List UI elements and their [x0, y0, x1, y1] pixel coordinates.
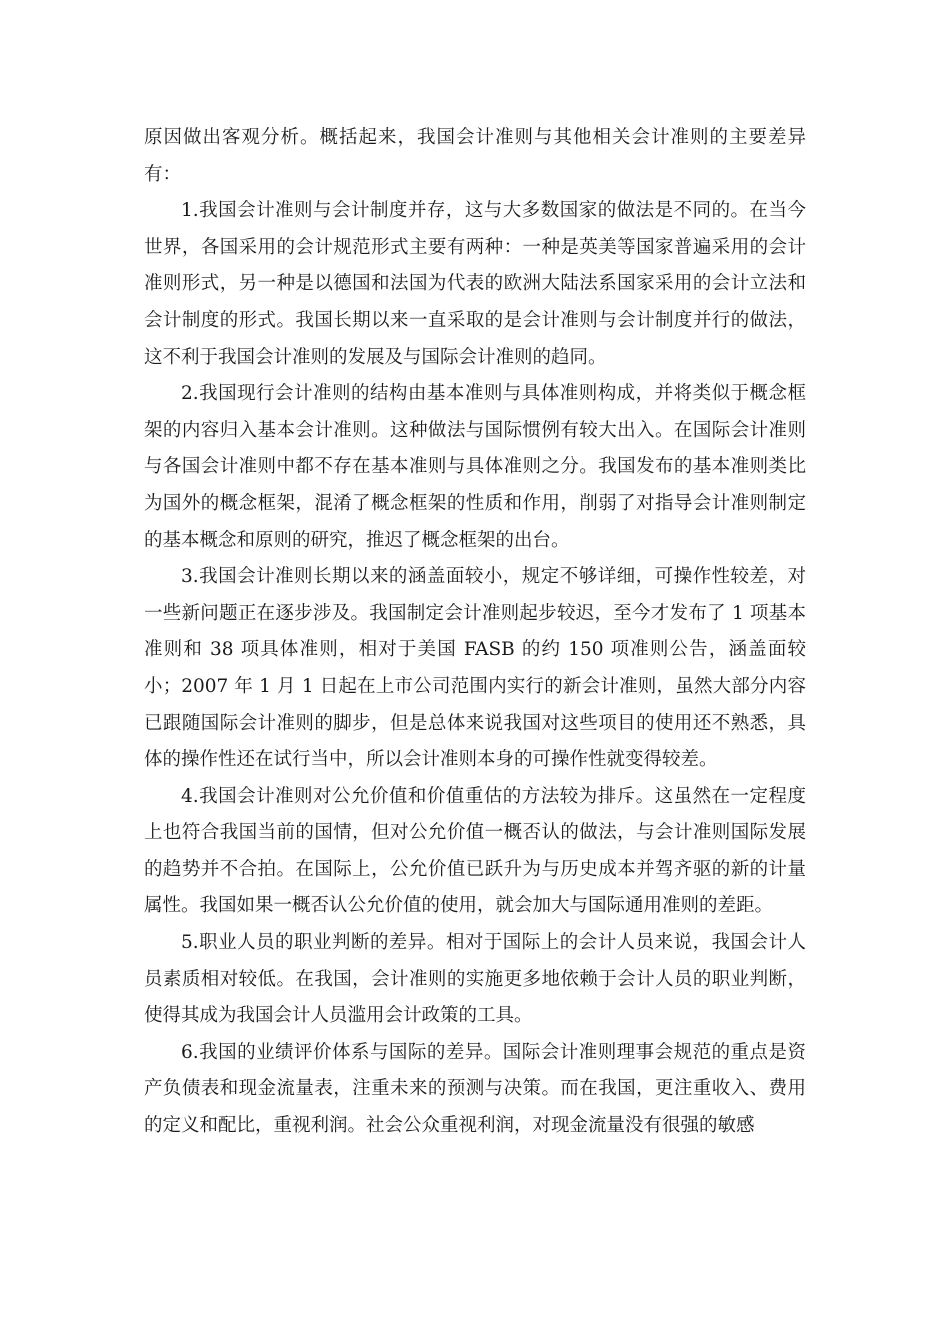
paragraph-item-1: 1.我国会计准则与会计制度并存，这与大多数国家的做法是不同的。在当今世界，各国采用的会计规范形式主要有两种：一种是英美等国家普遍采用的会计准则形式，另一种是以德国和法国为代表的欧洲大陆法系国家采用的会计立法和会计制度的形式。我国长期以来一直采取的是会计准则与会计制度并行的做法，这不利于我国会计准则的发展及与国际会计准则的趋同。: [144, 200, 806, 368]
paragraph-item-4: 4.我国会计准则对公允价值和价值重估的方法较为排斥。这虽然在一定程度上也符合我国当前的国情，但对公允价值一概否认的做法，与会计准则国际发展的趋势并不合拍。在国际上，公允价值已跃升为与历史成本并驾齐驱的新的计量属性。我国如果一概否认公允价值的使用，就会加大与国际通用准则的差距。: [144, 785, 806, 917]
paragraph-intro: 原因做出客观分析。概括起来，我国会计准则与其他相关会计准则的主要差异有：: [144, 127, 806, 185]
paragraph-item-3: 3.我国会计准则长期以来的涵盖面较小，规定不够详细，可操作性较差，对一些新问题正在逐步涉及。我国制定会计准则起步较迟，至今才发布了 1 项基本准则和 38 项具体准则，相对于美国 FASB 的约 150 项准则公告，涵盖面较小；2007 年 1 月 1 日起在上市公司范围内实行的新会计准则，虽然大部分内容已跟随国际会计准则的脚步，但是总体来说我国对这些项目的使用还不熟悉，具体的操作性还在试行当中，所以会计准则本身的可操作性就变得较差。: [144, 566, 806, 771]
paragraph-item-6: 6.我国的业绩评价体系与国际的差异。国际会计准则理事会规范的重点是资产负债表和现金流量表，注重未来的预测与决策。而在我国，更注重收入、费用的定义和配比，重视利润。社会公众重视利润，对现金流量没有很强的敏感: [144, 1041, 806, 1137]
paragraph-item-2: 2.我国现行会计准则的结构由基本准则与具体准则构成，并将类似于概念框架的内容归入基本会计准则。这种做法与国际惯例有较大出入。在国际会计准则与各国会计准则中都不存在基本准则与具体准则之分。我国发布的基本准则类比为国外的概念框架，混淆了概念框架的性质和作用，削弱了对指导会计准则制定的基本概念和原则的研究，推迟了概念框架的出台。: [144, 383, 806, 551]
paragraph-item-5: 5.职业人员的职业判断的差异。相对于国际上的会计人员来说，我国会计人员素质相对较低。在我国，会计准则的实施更多地依赖于会计人员的职业判断，使得其成为我国会计人员滥用会计政策的工具。: [144, 932, 806, 1027]
body-text: [144, 120, 806, 1145]
